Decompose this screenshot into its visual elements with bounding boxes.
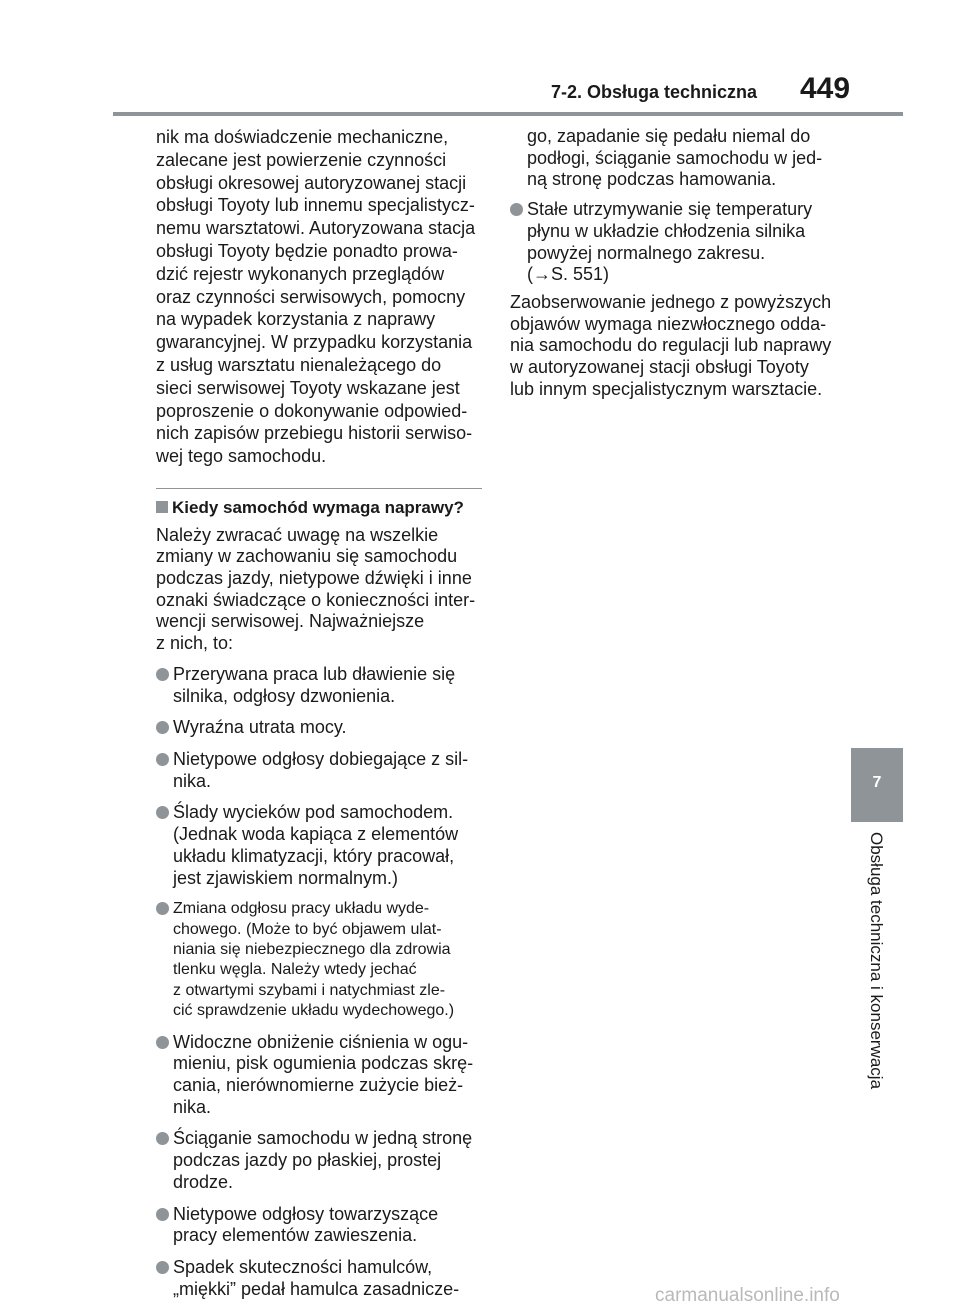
- section-divider: [156, 488, 482, 489]
- text-line: Przerywana praca lub dławienie się: [173, 663, 456, 684]
- text-line: oraz czynności serwisowych, pomocny: [156, 286, 466, 307]
- text-line: Spadek skuteczności hamulców,: [173, 1256, 433, 1277]
- text-line: objawów wymaga niezwłocznego odda-: [510, 313, 827, 334]
- text-line: obsługi Toyoty będzie ponadto prowa-: [156, 240, 458, 261]
- text-line: nika.: [173, 770, 212, 791]
- text-line: nich zapisów przebiegu historii serwiso-: [156, 423, 473, 444]
- text-line: chowego. (Może to być objawem ulat-: [173, 920, 442, 938]
- text-line: mieniu, pisk ogumienia podczas skrę-: [173, 1053, 474, 1074]
- section-heading: [156, 497, 482, 519]
- text-line: Nietypowe odgłosy dobiegające z sil-: [173, 748, 469, 769]
- text-line: nemu warsztatowi. Autoryzowana stacja: [156, 218, 476, 239]
- text-line: z usług warsztatu nienależącego do: [156, 354, 442, 375]
- text-line: podczas jazdy po płaskiej, prostej: [173, 1150, 442, 1171]
- text-line: poproszenie o dokonywanie odpowied-: [156, 400, 468, 421]
- bullet-icon: [156, 753, 169, 766]
- text-line: Wyraźna utrata mocy.: [173, 717, 347, 738]
- section-title: 7-2. Obsługa techniczna: [551, 82, 758, 102]
- text-line: z otwartymi szybami i natychmiast zle-: [173, 981, 446, 999]
- list-item: [510, 199, 840, 286]
- symptom-list: [156, 664, 482, 1301]
- list-item: [156, 899, 482, 1021]
- text-line: obsługi Toyoty lub innemu specjalistycz-: [156, 195, 475, 216]
- bullet-icon: [510, 203, 523, 216]
- text-line: wej tego samochodu.: [156, 446, 327, 467]
- bullet-icon: [156, 1036, 169, 1049]
- text-line: wencji serwisowej. Najważniejsze: [156, 611, 425, 632]
- text-line: pracy elementów zawieszenia.: [173, 1225, 418, 1246]
- text-line: silnika, odgłosy dzwonienia.: [173, 685, 396, 706]
- text-line: tlenku węgla. Należy wtedy jechać: [173, 961, 417, 979]
- bullet-icon: [156, 902, 169, 915]
- text-line: na wypadek korzystania z naprawy: [156, 309, 436, 330]
- list-item: [156, 749, 482, 792]
- watermark: carmanualsonline.info: [655, 1285, 840, 1306]
- list-item: [156, 664, 482, 707]
- text-line: powyżej normalnego zakresu.: [527, 242, 766, 263]
- text-line: podczas jazdy, nietypowe dźwięki i inne: [156, 568, 472, 589]
- list-item: [156, 1257, 482, 1300]
- list-item: [156, 717, 482, 739]
- text-line: Należy zwracać uwagę na wszelkie: [156, 524, 439, 545]
- text-line: nika.: [173, 1096, 212, 1117]
- text-line: układu klimatyzacji, który pracował,: [173, 845, 455, 866]
- square-bullet-icon: [156, 501, 168, 513]
- intro-paragraph: [156, 126, 482, 468]
- section-intro: [156, 525, 482, 655]
- bullet-icon: [156, 1261, 169, 1274]
- bullet-icon: [156, 1208, 169, 1221]
- text-line: „miękki” pedał hamulca zasadnicze-: [173, 1278, 460, 1299]
- text-line: Widoczne obniżenie ciśnienia w ogu-: [173, 1031, 469, 1052]
- closing-paragraph: [510, 292, 840, 401]
- text-line: jest zjawiskiem normalnym.): [173, 867, 399, 888]
- right-column: [510, 126, 840, 400]
- text-line: drodze.: [173, 1171, 234, 1192]
- list-item: [156, 802, 482, 889]
- text-line: obsługi okresowej autoryzowanej stacji: [156, 172, 467, 193]
- text-line: zmiany w zachowaniu się samochodu: [156, 546, 458, 567]
- text-line: oznaki świadczące o konieczności inter-: [156, 589, 476, 610]
- symptom-list-continued: [510, 199, 840, 286]
- text-line: nik ma doświadczenie mechaniczne,: [156, 127, 449, 147]
- text-line: Zaobserwowanie jednego z powyższych: [510, 291, 832, 312]
- bullet-icon: [156, 721, 169, 734]
- chapter-title: Obsługa techniczna i konserwacja: [867, 832, 886, 1090]
- list-item: [156, 1032, 482, 1119]
- bullet-icon: [156, 1132, 169, 1145]
- list-item: [156, 1204, 482, 1247]
- text-line: z nich, to:: [156, 633, 234, 654]
- text-line: go, zapadanie się pedału niemal do: [527, 126, 811, 146]
- text-line: w autoryzowanej stacji obsługi Toyoty: [510, 357, 809, 378]
- list-item: [156, 1128, 482, 1193]
- text-line: Zmiana odgłosu pracy układu wyde-: [173, 900, 430, 918]
- text-line: zalecane jest powierzenie czynności: [156, 149, 447, 170]
- text-line: płynu w układzie chłodzenia silnika: [527, 220, 806, 241]
- text-line: niania się niebezpiecznego dla zdrowia: [173, 941, 451, 959]
- chapter-number: 7: [872, 774, 882, 791]
- continuation-text: [510, 126, 840, 191]
- page-number: 449: [800, 72, 851, 105]
- text-line: lub innym specjalistycznym warsztacie.: [510, 378, 823, 399]
- text-line: dzić rejestr wykonanych przeglądów: [156, 263, 445, 284]
- text-line: Nietypowe odgłosy towarzyszące: [173, 1203, 439, 1224]
- text-line: gwarancyjnej. W przypadku korzystania: [156, 332, 473, 353]
- text-line: podłogi, ściąganie samochodu w jed-: [527, 147, 823, 168]
- text-line: nia samochodu do regulacji lub naprawy: [510, 335, 832, 356]
- text-line: cić sprawdzenie układu wydechowego.): [173, 1002, 455, 1020]
- bullet-icon: [156, 806, 169, 819]
- text-line: cania, nierównomierne zużycie bież-: [173, 1075, 464, 1096]
- text-line: Ślady wycieków pod samochodem.: [173, 802, 454, 823]
- bullet-icon: [156, 668, 169, 681]
- header-rule: [113, 112, 903, 116]
- text-line: sieci serwisowej Toyoty wskazane jest: [156, 377, 460, 398]
- text-line: Stałe utrzymywanie się temperatury: [527, 199, 813, 220]
- page-reference[interactable]: (→S. 551): [527, 264, 610, 285]
- section-heading-text: Kiedy samochód wymaga naprawy?: [172, 497, 464, 517]
- text-line: Ściąganie samochodu w jedną stronę: [173, 1128, 473, 1149]
- left-column: [156, 126, 482, 1300]
- text-line: ną stronę podczas hamowania.: [527, 169, 777, 190]
- text-line: (Jednak woda kapiąca z elementów: [173, 824, 459, 845]
